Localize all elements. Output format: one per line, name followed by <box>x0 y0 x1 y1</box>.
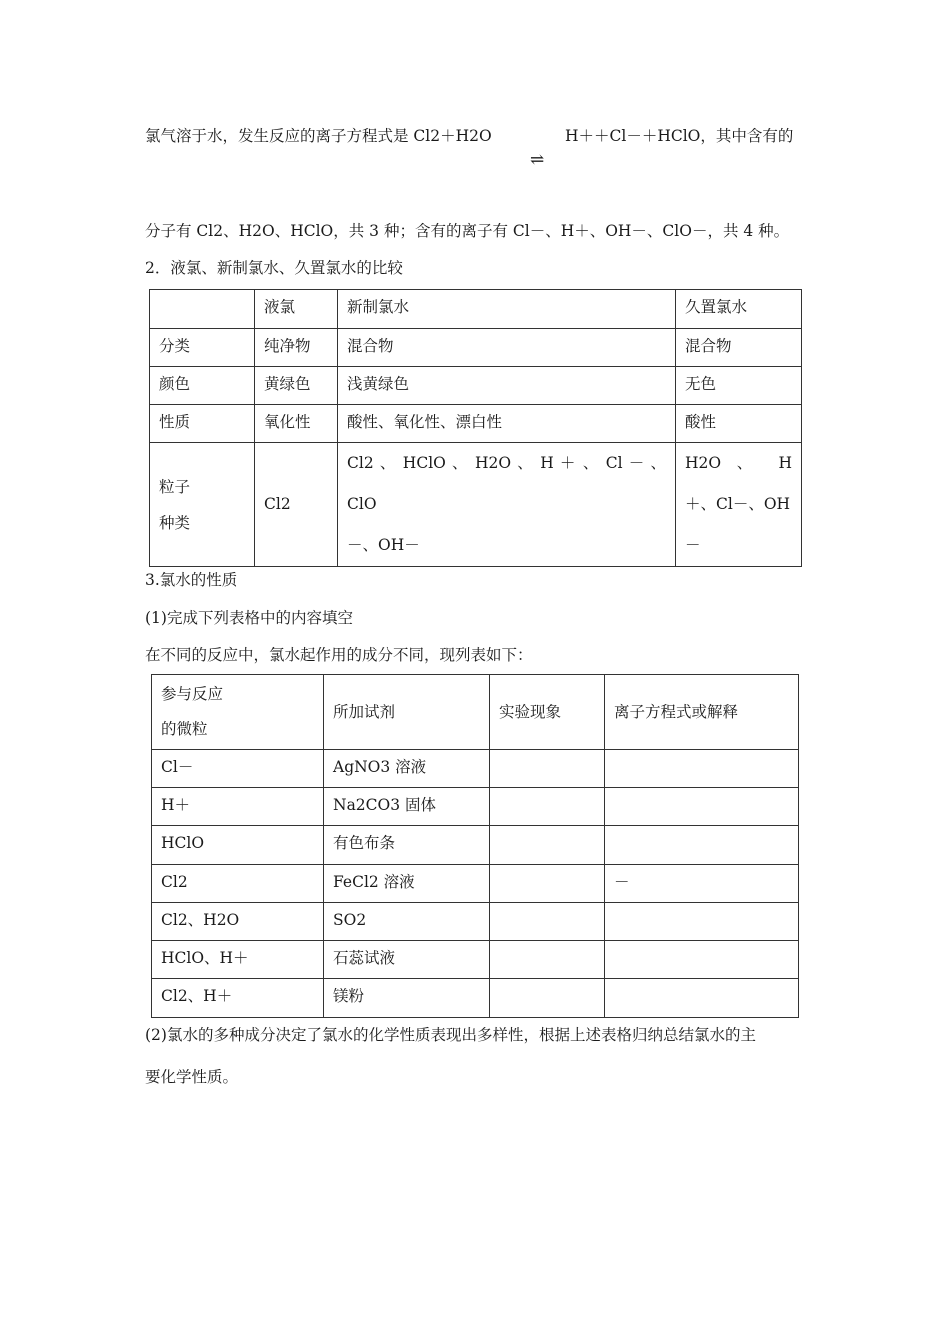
phenomenon-cell <box>490 903 605 941</box>
equation-cell <box>605 750 799 788</box>
reagent-cell: 有色布条 <box>324 826 490 865</box>
section3-intro: 在不同的反应中，氯水起作用的成分不同，现列表如下： <box>145 646 533 664</box>
section3-sub2-line1: (2)氯水的多种成分决定了氯水的化学性质表现出多样性，根据上述表格归纳总结氯水的主 <box>145 1026 756 1044</box>
table-cell: 黄绿色 <box>255 367 338 405</box>
equation-cell <box>605 941 799 979</box>
table-row <box>152 826 799 865</box>
particle-cell: Cl2、H＋ <box>152 979 324 1018</box>
table-cell: 纯净物 <box>255 329 338 367</box>
table-row <box>152 865 799 903</box>
table-cell: 酸性 <box>676 405 802 443</box>
section3-heading: 3.氯水的性质 <box>145 571 238 589</box>
equation-cell: － <box>605 865 799 903</box>
reagent-cell: 石蕊试液 <box>324 941 490 979</box>
equation-cell <box>605 979 799 1018</box>
table-cell: Cl2 、 HClO 、 H2O 、 H ＋ 、 Cl － 、 ClO －、OH－ <box>338 443 676 567</box>
table-row <box>150 405 802 443</box>
table-cell: 混合物 <box>338 329 676 367</box>
reaction-table <box>151 674 799 1018</box>
phenomenon-cell <box>490 788 605 826</box>
table-cell: Cl2 <box>255 443 338 567</box>
header-cell-liquid-chlorine: 液氯 <box>255 290 338 329</box>
table-cell: 氧化性 <box>255 405 338 443</box>
table-header-row <box>152 675 799 750</box>
particle-cell: HClO <box>152 826 324 865</box>
table-cell: 混合物 <box>676 329 802 367</box>
header-cell-fresh-chlorine-water: 新制氯水 <box>338 290 676 329</box>
equation-cell <box>605 788 799 826</box>
particle-cell: Cl2 <box>152 865 324 903</box>
table-row <box>152 788 799 826</box>
reagent-cell: FeCl2 溶液 <box>324 865 490 903</box>
reagent-cell: 镁粉 <box>324 979 490 1018</box>
equation-cell <box>605 903 799 941</box>
particle-cell: H＋ <box>152 788 324 826</box>
phenomenon-cell <box>490 979 605 1018</box>
phenomenon-cell <box>490 750 605 788</box>
phenomenon-cell <box>490 826 605 865</box>
phenomenon-cell <box>490 865 605 903</box>
row-label: 颜色 <box>150 367 255 405</box>
particle-cell: Cl2、H2O <box>152 903 324 941</box>
table-row <box>152 903 799 941</box>
section2-heading: 2．液氯、新制氯水、久置氯水的比较 <box>145 259 403 277</box>
equation-cell <box>605 826 799 865</box>
table-row <box>152 750 799 788</box>
reagent-cell: SO2 <box>324 903 490 941</box>
comparison-table <box>149 289 802 567</box>
header-cell-empty <box>150 290 255 329</box>
header-cell-particle: 参与反应 的微粒 <box>152 675 324 750</box>
section3-sub1: (1)完成下列表格中的内容填空 <box>145 609 353 627</box>
section3-sub2-line2: 要化学性质。 <box>145 1068 239 1086</box>
intro-line1-right: H＋＋Cl－＋HClO，其中含有的 <box>565 127 794 145</box>
row-label: 分类 <box>150 329 255 367</box>
intro-line2: 分子有 Cl2、H2O、HClO，共 3 种；含有的离子有 Cl－、H＋、OH－、ClO－，共 4 种。 <box>145 222 790 240</box>
header-cell-phenomenon: 实验现象 <box>490 675 605 750</box>
row-label: 性质 <box>150 405 255 443</box>
equilibrium-arrow-icon: ⇌ <box>530 150 545 170</box>
table-cell: 酸性、氧化性、漂白性 <box>338 405 676 443</box>
reagent-cell: Na2CO3 固体 <box>324 788 490 826</box>
table-cell: H2O 、 H ＋、Cl－、OH － <box>676 443 802 567</box>
table-row <box>152 979 799 1018</box>
header-cell-reagent: 所加试剂 <box>324 675 490 750</box>
table-row <box>150 329 802 367</box>
phenomenon-cell <box>490 941 605 979</box>
table-row <box>152 941 799 979</box>
table-row-particles <box>150 443 802 567</box>
reagent-cell: AgNO3 溶液 <box>324 750 490 788</box>
particle-cell: Cl－ <box>152 750 324 788</box>
table-header-row <box>150 290 802 329</box>
table-cell: 无色 <box>676 367 802 405</box>
table-row <box>150 367 802 405</box>
row-label: 粒子 种类 <box>150 443 255 567</box>
intro-line1-left: 氯气溶于水，发生反应的离子方程式是 Cl2＋H2O <box>145 127 492 145</box>
header-cell-aged-chlorine-water: 久置氯水 <box>676 290 802 329</box>
header-cell-equation: 离子方程式或解释 <box>605 675 799 750</box>
particle-cell: HClO、H＋ <box>152 941 324 979</box>
table-cell: 浅黄绿色 <box>338 367 676 405</box>
